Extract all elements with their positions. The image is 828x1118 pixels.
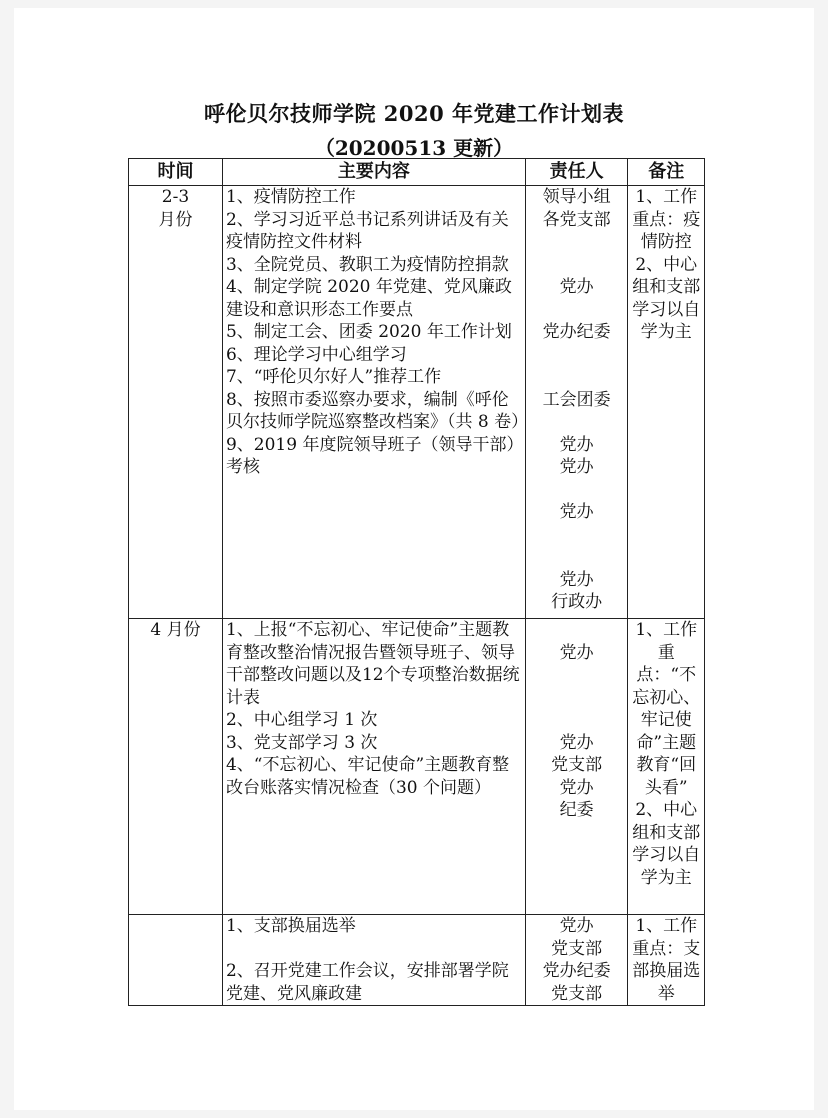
note-cell: 1、工作重点：“不忘初心、牢记使命”主题教育“回头看” 2、中心组和支部学习以自学为主 <box>628 619 705 915</box>
list-item: 2、中心组学习 1 次 <box>225 710 378 730</box>
owner-item: 党办 <box>559 457 594 477</box>
time-cell <box>129 915 223 1006</box>
table-row <box>129 619 705 915</box>
owner-item: 党支部 <box>551 755 603 775</box>
owner-item: 党办 党支部 <box>551 916 603 959</box>
table-header-row <box>129 159 705 186</box>
content-cell <box>222 619 525 915</box>
time-cell: 2-3 月份 <box>129 186 223 619</box>
document-title: 呼伦贝尔技师学院 2020 年党建工作计划表 <box>203 101 625 126</box>
plan-table <box>128 158 705 1006</box>
table-row <box>129 915 705 1006</box>
owner-item: 党办 <box>559 434 594 455</box>
list-item: 4、制定学院 2020 年党建、党风廉政建设和意识形态工作要点 <box>225 277 512 320</box>
list-item: 9、2019 年度院领导班子（领导干部）考核 <box>225 434 515 477</box>
header-owner: 责任人 <box>525 159 628 186</box>
note-cell: 1、工作重点：疫情防控 2、中心组和支部学习以自学为主 <box>628 186 705 619</box>
owner-item: 领导小组 各党支部 <box>542 187 611 230</box>
list-item: 1、支部换届选举 <box>225 916 356 936</box>
owner-item: 党办 <box>559 732 594 753</box>
owner-item: 工会团委 <box>542 389 611 410</box>
list-item: 7、“呼伦贝尔好人”推荐工作 <box>225 367 442 387</box>
list-item: 3、党支部学习 3 次 <box>225 732 378 753</box>
list-item: 2、召开党建工作会议，安排部署学院党建、党风廉政建 <box>225 961 509 1004</box>
owner-cell <box>525 186 628 619</box>
header-note: 备注 <box>628 159 705 186</box>
owner-item: 党办 <box>559 642 594 663</box>
content-cell <box>222 186 529 619</box>
list-item: 1、上报“不忘初心、牢记使命”主题教育整改整治情况报告暨领导班子、领导干部整改问题以及12个专项整治数据统计表 <box>225 620 520 708</box>
note-cell: 1、工作重点：支部换届选举 <box>628 915 705 1006</box>
owner-cell <box>525 915 628 1006</box>
table-row <box>129 186 705 619</box>
owner-item: 党办 <box>559 502 594 522</box>
list-item: 5、制定工会、团委 2020 年工作计划 <box>225 322 512 342</box>
list-item: 4、“不忘初心、牢记使命”主题教育整改台账落实情况检查（30 个问题） <box>225 755 510 798</box>
owner-item: 党办纪委 <box>542 322 611 342</box>
content-cell <box>222 915 525 1006</box>
list-item: 2、学习习近平总书记系列讲话及有关疫情防控文件材料 <box>225 209 509 252</box>
owner-item: 党办 <box>559 277 594 297</box>
document-page <box>14 8 814 1110</box>
owner-item: 党办 行政办 <box>551 569 603 612</box>
owner-item: 党办 纪委 <box>559 777 594 820</box>
list-item: 6、理论学习中心组学习 <box>225 344 407 365</box>
header-time: 时间 <box>129 159 223 186</box>
list-item: 3、全院党员、教职工为疫情防控捐款 <box>225 254 509 275</box>
time-cell: 4 月份 <box>129 619 223 915</box>
document-subtitle: （20200513 更新） <box>314 136 514 160</box>
owner-cell <box>525 619 628 915</box>
header-content: 主要内容 <box>222 159 525 186</box>
owner-item: 党办纪委 党支部 <box>542 961 611 1004</box>
list-item: 1、疫情防控工作 <box>225 187 356 207</box>
list-item: 8、按照市委巡察办要求，编制《呼伦贝尔技师学院巡察整改档案》（共 8 卷） <box>225 389 529 432</box>
